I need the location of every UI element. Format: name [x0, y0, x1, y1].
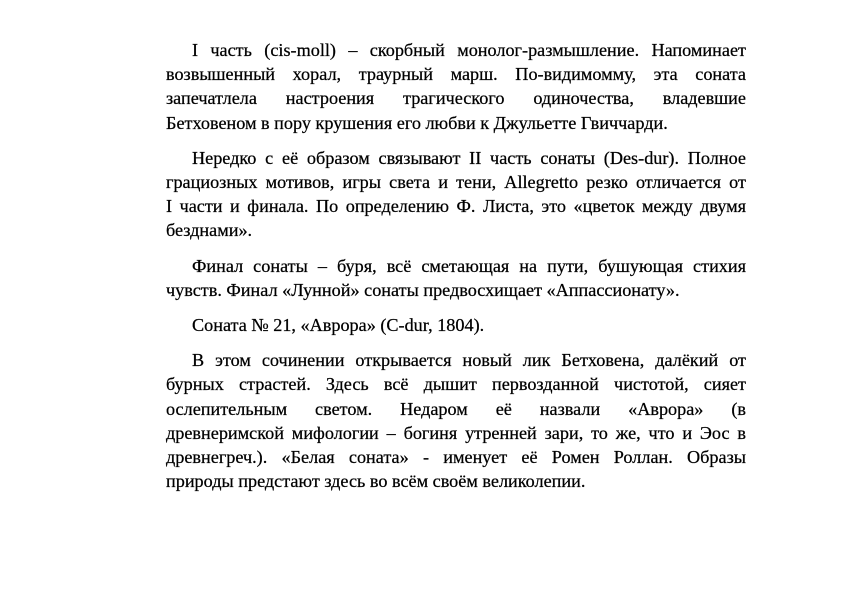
paragraph-part-two: [140, 146, 746, 243]
text-line: древнеримской мифологии – богиня утренней зари, то же, что и Эос в: [166, 422, 746, 443]
paragraph-aurora: [140, 348, 746, 493]
text-line: В этом сочинении открывается новый лик Бетховена, далёкий от: [192, 350, 746, 371]
text-line: I части и финала. По определению Ф. Листа, это «цветок между двумя: [166, 196, 746, 217]
text-line: ослепительным светом. Недаром её назвали «Аврора» (в: [166, 398, 746, 419]
text-line: Нередко с её образом связывают II часть сонаты (Des-dur). Полное: [192, 147, 746, 168]
paragraph-sonata-heading: [140, 313, 746, 337]
text-line: запечатлела настроения трагического одиночества, владевшие: [166, 88, 746, 109]
text-line: бурных страстей. Здесь всё дышит первозданной чистотой, сияет: [166, 374, 746, 395]
text-line: Бетховеном в пору крушения его любви к Джульетте Гвиччарди.: [166, 112, 668, 133]
text-line: Соната № 21, «Аврора» (C-dur, 1804).: [192, 315, 485, 336]
text-line: безднами».: [166, 220, 253, 241]
document-text: [140, 38, 746, 504]
text-line: Финал сонаты – буря, всё сметающая на пути, бушующая стихия: [192, 255, 746, 276]
text-line: возвышенный хорал, траурный марш. По-видимомму, эта соната: [166, 64, 746, 85]
paragraph-finale: [140, 254, 746, 302]
text-line: природы предстают здесь во всём своём великолепии.: [166, 471, 586, 492]
text-line: чувств. Финал «Лунной» сонаты предвосхищает «Аппассионату».: [166, 279, 680, 300]
text-line: I часть (cis-moll) – скорбный монолог-размышление. Напоминает: [192, 40, 746, 60]
paragraph-part-one: [140, 38, 746, 135]
text-line: грациозных мотивов, игры света и тени, Allegretto резко отличается от: [166, 172, 746, 193]
text-line: древнегреч.). «Белая соната» - именует её Ромен Роллан. Образы: [166, 447, 746, 468]
